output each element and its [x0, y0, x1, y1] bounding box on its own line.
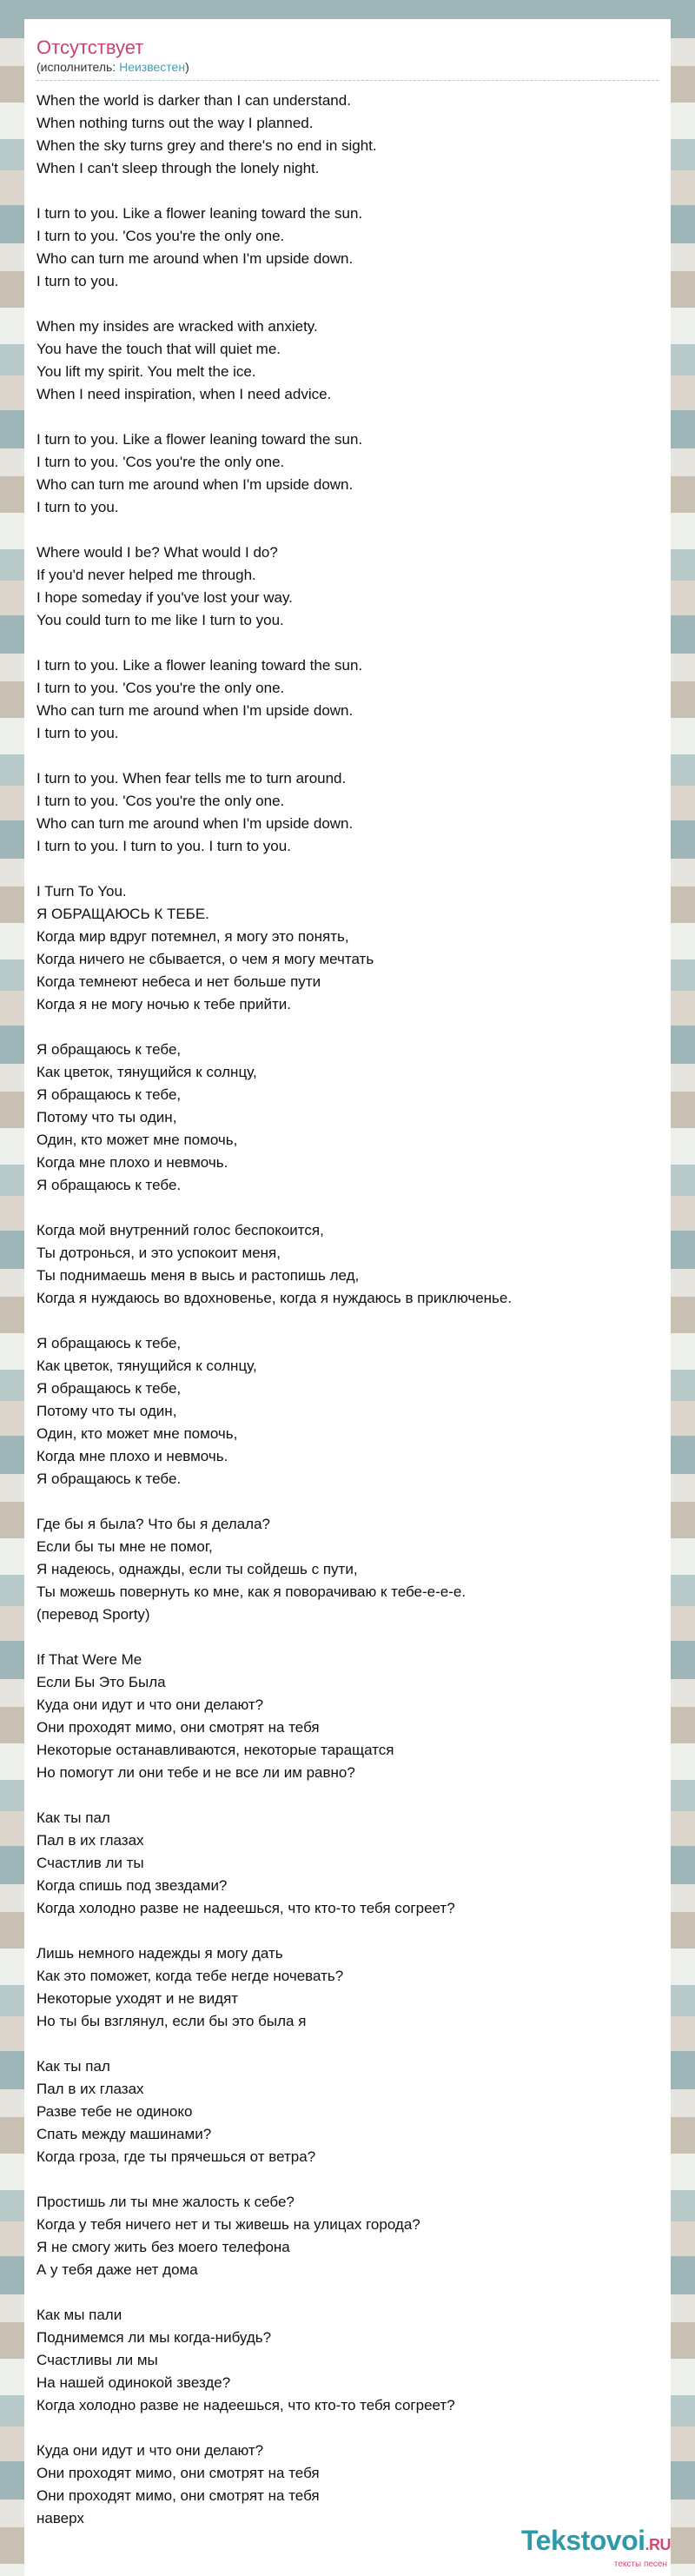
site-logo[interactable] [521, 2526, 671, 2569]
logo-tld: .RU [645, 2536, 671, 2553]
logo-brand: Tekstovoi [521, 2525, 645, 2556]
lyrics-text: When the world is darker than I can understand. When nothing turns out the way I planned. When the sky turns grey and there's no end in sight. When I can't sleep through the lonely night. I turn to you. Like a flower leaning toward the sun. I turn to you. 'Cos you're the only one. Who can turn me around when I'm upside down. I turn to you. When my insides are wracked with anxiety. You have the touch that will quiet me. You lift my spirit. You melt the ice. When I need inspiration, when I need advice. I turn to you. Like a flower leaning toward the sun. I turn to you. 'Cos you're the only one. Who can turn me around when I'm upside down. I turn to you. Where would I be? What would I do? If you'd never helped me through. I hope someday if you've lost your way. You could turn to me like I turn to you. I turn to you. Like a flower leaning toward the sun. I turn to you. 'Cos you're the only one. Who can turn me around when I'm upside down. I turn to you. I turn to you. When fear tells me to turn around. I turn to you. 'Cos you're the only one. Who can turn me around when I'm upside down. I turn to you. I turn to you. I turn to you. I Turn To You. Я ОБРАЩАЮСЬ К ТЕБЕ. Когда мир вдруг потемнел, я могу это понять, Когда ничего не сбывается, о чем я могу мечтать Когда темнеют небеса и нет больше пути Когда я не могу ночью к тебе прийти. Я обращаюсь к тебе, Как цветок, тянущийся к солнцу, Я обращаюсь к тебе, Потому что ты один, Один, кто может мне помочь, Когда мне плохо и невмочь. Я обращаюсь к тебе. Когда мой внутренний голос беспокоится, Ты дотронься, и это успокоит меня, Ты поднимаешь меня в высь и растопишь лед, Когда я нуждаюсь во вдохновенье, когда я нуждаюсь в приключенье. Я обращаюсь к тебе, Как цветок, тянущийся к солнцу, Я обращаюсь к тебе, Потому что ты один, Один, кто может мне помочь, Когда мне плохо и невмочь. Я обращаюсь к тебе. Где бы я была? Что бы я делала? Если бы ты мне не помог, Я надеюсь, однажды, если ты сойдешь с пути, Ты можешь повернуть ко мне, как я поворачиваю к тебе-е-е-е. (перевод Sporty) If That Were Me Если Бы Это Была Куда они идут и что они делают? Они проходят мимо, они смотрят на тебя Некоторые останавливаются, некоторые таращатся Но помогут ли они тебе и не все ли им равно? Как ты пал Пал в их глазах Счастлив ли ты Когда спишь под звездами? Когда холодно разве не надеешься, что кто-то тебя согреет? Лишь немного надежды я могу дать Как это поможет, когда тебе негде ночевать? Некоторые уходят и не видят Но ты бы взглянул, если бы это была я Как ты пал Пал в их глазах Разве тебе не одиноко Спать между машинами? Когда гроза, где ты прячешься от ветра? Простишь ли ты мне жалость к себе? Когда у тебя ничего нет и ты живешь на улицах города? Я не смогу жить без моего телефона А у тебя даже нет дома Как мы пали Поднимемся ли мы когда-нибудь? Счастливы ли мы На нашей одинокой звезде? Когда холодно разве не надеешься, что кто-то тебя согреет? Куда они идут и что они делают? Они проходят мимо, они смотрят на тебя Они проходят мимо, они смотрят на тебя наверх [36, 92, 513, 2526]
logo-tagline: тексты песен [613, 2559, 667, 2569]
lyrics-card [24, 19, 671, 2576]
artist-link[interactable]: Неизвестен [119, 60, 186, 74]
artist-prefix: (исполнитель: [36, 60, 120, 74]
artist-suffix: ) [185, 60, 189, 74]
logo-wordmark [521, 2526, 671, 2559]
song-title: Отсутствует [36, 37, 144, 58]
artist-line [36, 59, 659, 81]
